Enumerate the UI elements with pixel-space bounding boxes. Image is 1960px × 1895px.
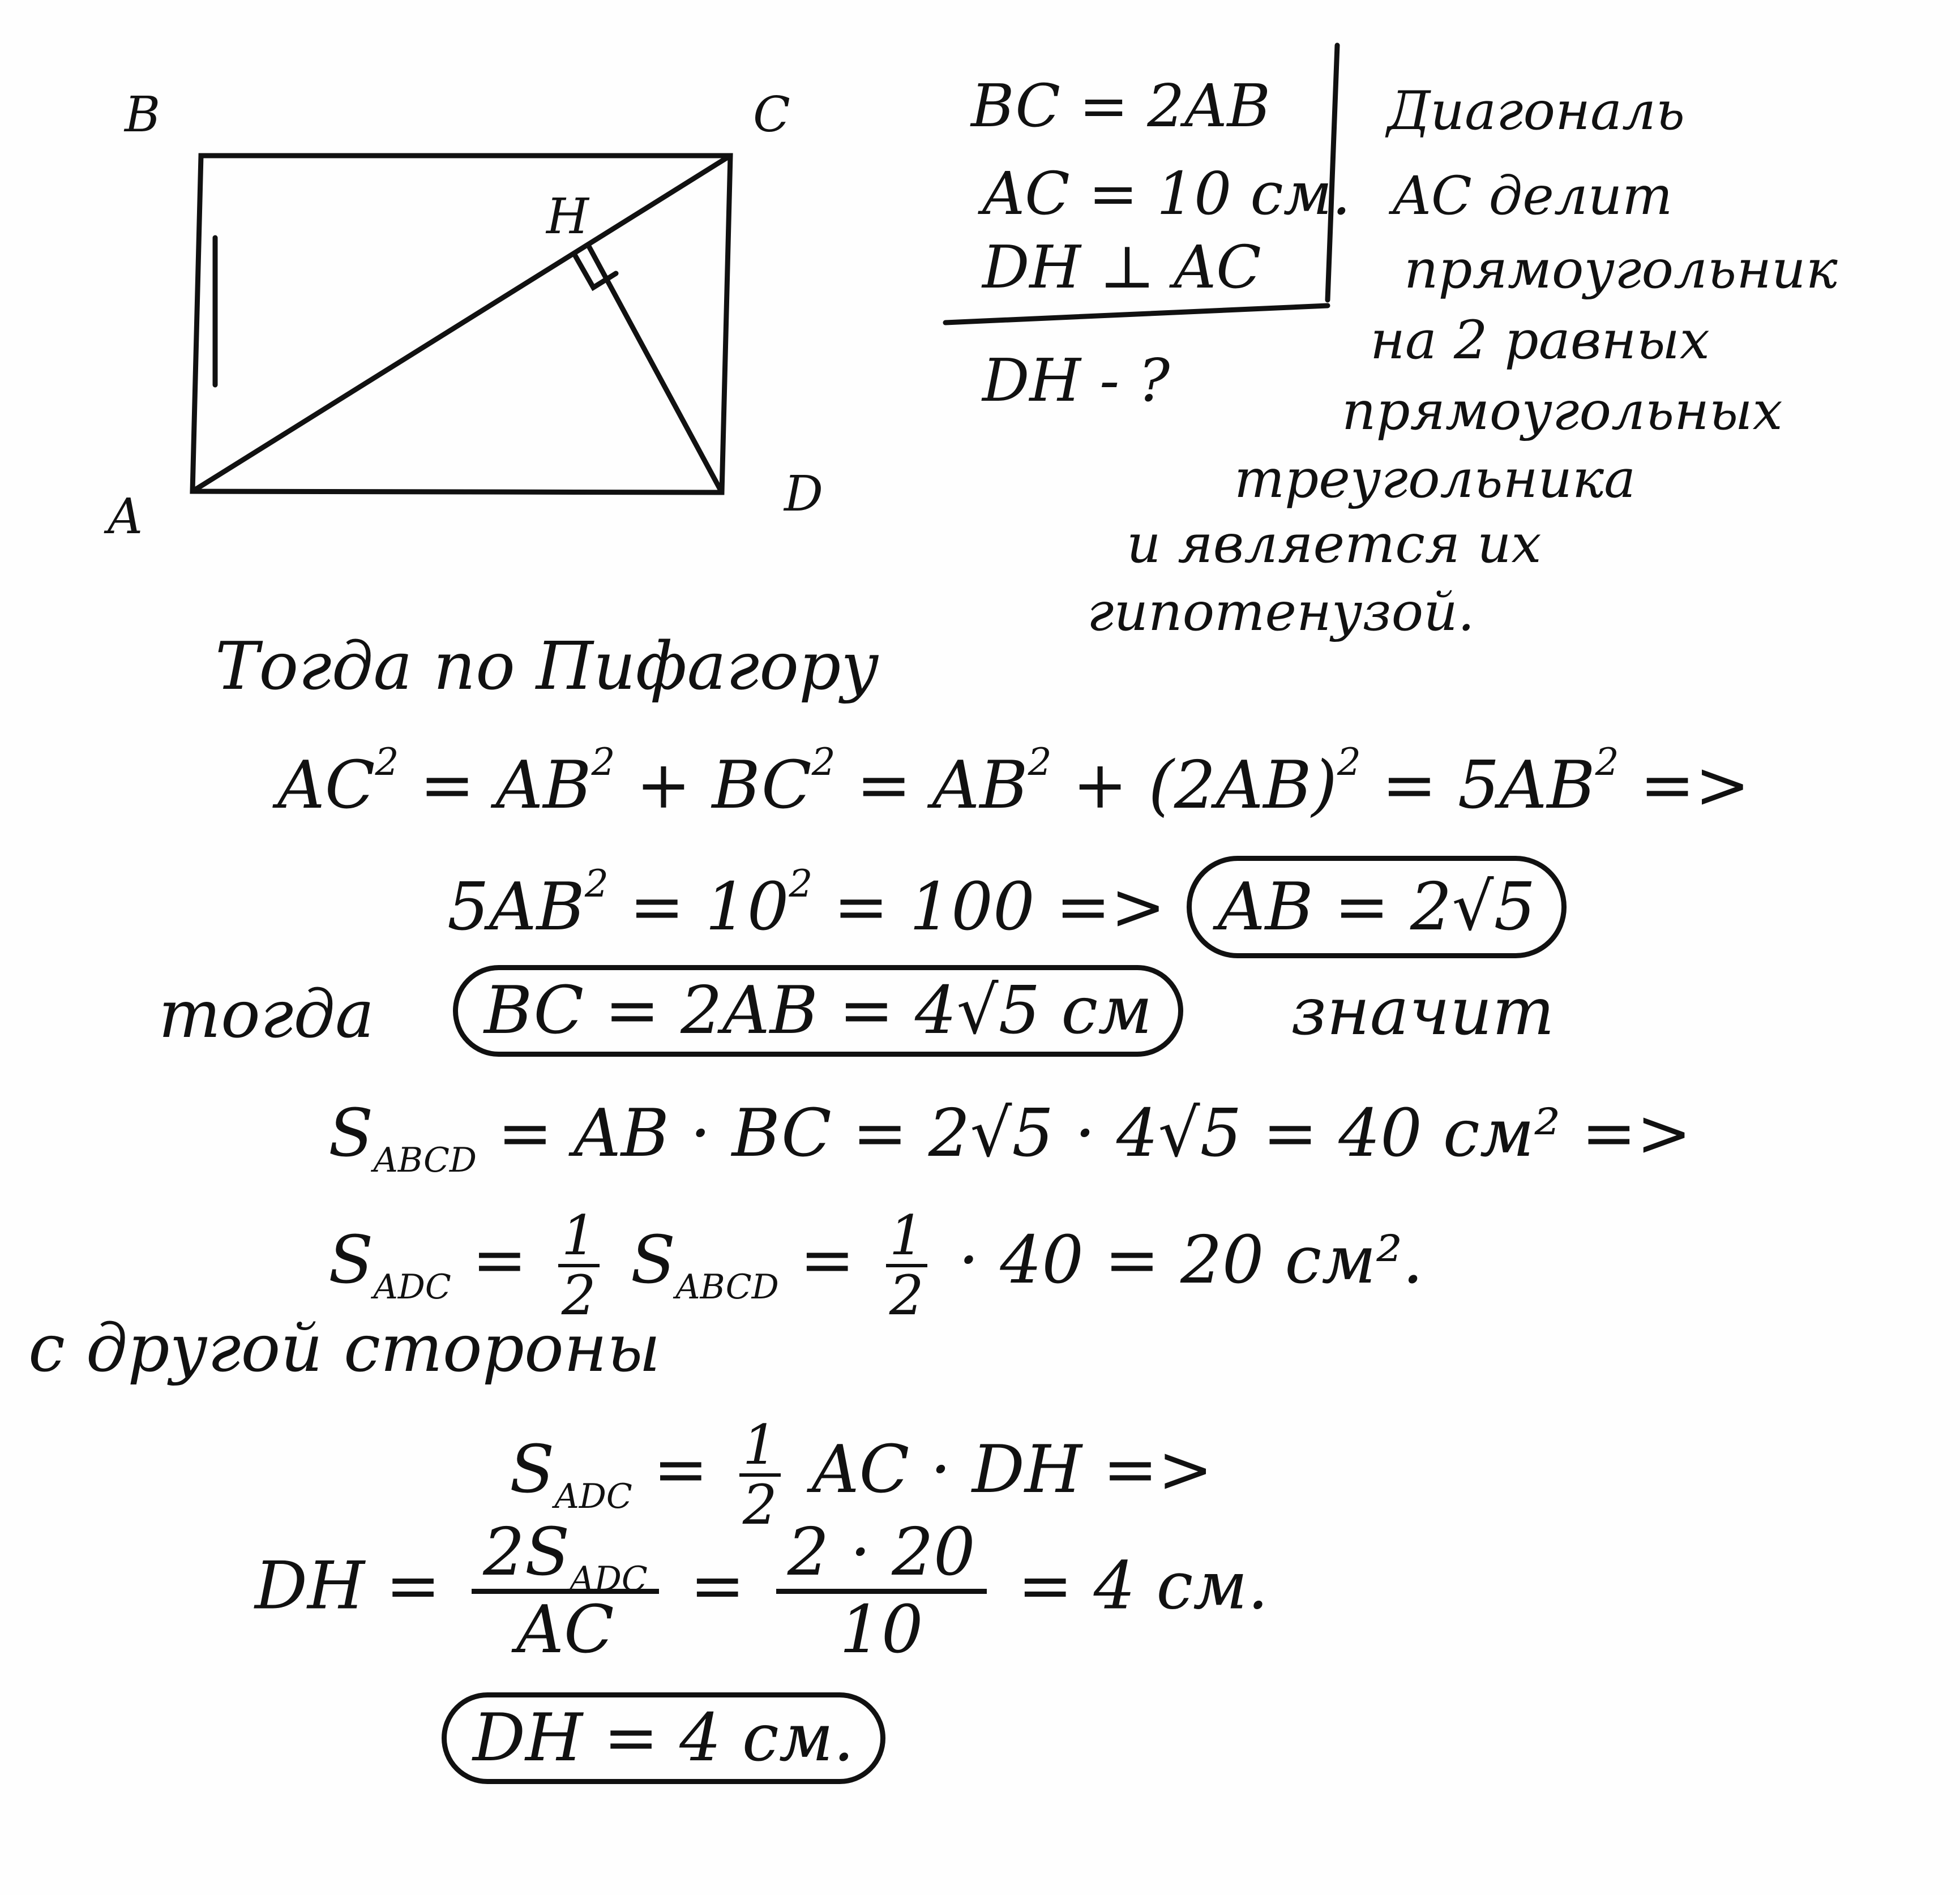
eq-term: = 5AB	[1381, 747, 1595, 824]
eq-exponent: 2	[1028, 740, 1052, 784]
area-subscript: ADC	[570, 1559, 648, 1599]
eq-exponent: 2	[375, 740, 399, 784]
dh-result: = 4 см.	[1017, 1547, 1269, 1624]
eq-term: = AB	[420, 747, 592, 824]
eq-term: + (2AB)	[1072, 747, 1337, 824]
eq-term: AC	[277, 747, 375, 824]
area-symbol: S	[630, 1222, 676, 1299]
fraction-one-half	[886, 1204, 927, 1327]
area-abcd	[328, 1095, 1692, 1180]
area-expression: = AB · BC = 2√5 · 4√5 = 40 см² =>	[497, 1095, 1692, 1172]
label-h: H	[546, 188, 589, 245]
fraction-numerator: 1	[558, 1208, 600, 1267]
given-underline	[945, 306, 1328, 323]
area-subscript: ABCD	[675, 1267, 779, 1307]
area-symbol: S	[510, 1431, 555, 1508]
then-word: тогда	[159, 976, 375, 1053]
boxed-ab-result: AB = 2√5	[1187, 856, 1567, 958]
note-line: прямоугольных	[1342, 380, 1783, 442]
eq-exponent: 2	[811, 740, 836, 784]
eq-exponent: 2	[1337, 740, 1361, 784]
dh-formula	[255, 1514, 1269, 1668]
area-subscript: ADC	[373, 1267, 451, 1307]
eq-term: 5AB	[447, 869, 585, 945]
label-d: D	[784, 466, 823, 522]
fraction-40-over-10	[776, 1514, 987, 1668]
perpendicular-dh	[589, 246, 722, 492]
eq-term: + BC	[636, 747, 812, 824]
equation-pythagoras	[277, 740, 1750, 824]
note-line: треугольника	[1234, 448, 1636, 510]
given-find: DH - ?	[982, 346, 1170, 415]
eq-sign: =	[799, 1222, 855, 1299]
eq-exponent: 2	[1595, 740, 1619, 784]
diagonal-ac	[192, 156, 730, 491]
eq-sign: =	[690, 1547, 745, 1624]
eq-exponent: 2	[584, 862, 609, 906]
fraction-numerator: 1	[886, 1208, 927, 1267]
eq-term: = AB	[856, 747, 1028, 824]
label-a: A	[108, 488, 143, 545]
area-adc-half	[328, 1204, 1423, 1327]
label-b: B	[125, 87, 161, 143]
label-c: C	[753, 87, 790, 143]
fraction-numerator: 2 · 20	[776, 1520, 987, 1594]
given-line-1: BC = 2AB	[971, 71, 1270, 140]
pythagoras-intro: Тогда по Пифагору	[215, 628, 879, 705]
eq-sign: =	[472, 1222, 527, 1299]
numerator-text: 2S	[483, 1514, 570, 1590]
area-expression: AC · DH =>	[811, 1431, 1213, 1508]
boxed-final-answer: DH = 4 см.	[442, 1692, 885, 1784]
area-subscript: ADC	[554, 1477, 632, 1517]
note-line: AC делит	[1393, 165, 1673, 227]
eq-sign: =	[653, 1431, 708, 1508]
eq-term: = 100 =>	[833, 869, 1166, 945]
note-line: прямоугольник	[1404, 239, 1838, 301]
given-line-3: DH ⊥ AC	[982, 233, 1261, 302]
fraction-2s-over-ac	[472, 1514, 659, 1668]
fraction-one-half	[739, 1413, 781, 1537]
note-line: Диагональ	[1387, 80, 1685, 142]
eq-term: = 10	[629, 869, 789, 945]
note-line: и является их	[1127, 513, 1542, 575]
boxed-bc-result: BC = 2AB = 4√5 см	[453, 965, 1183, 1057]
other-side-text: с другой стороны	[28, 1310, 661, 1387]
area-symbol: S	[328, 1095, 374, 1172]
area-symbol: S	[328, 1222, 374, 1299]
fraction-numerator	[472, 1514, 659, 1599]
fraction-numerator: 1	[739, 1418, 781, 1477]
fraction-one-half	[558, 1204, 600, 1327]
given-line-2: AC = 10 см.	[982, 159, 1351, 228]
eq-implies: =>	[1640, 747, 1750, 824]
note-line: гипотенузой.	[1087, 581, 1475, 643]
note-line: на 2 равных	[1370, 310, 1710, 371]
eq-exponent: 2	[591, 740, 615, 784]
fraction-denominator: 2	[742, 1473, 777, 1537]
eq-exponent: 2	[789, 862, 813, 906]
dh-lhs: DH =	[255, 1547, 441, 1624]
area-subscript: ABCD	[373, 1141, 477, 1180]
means-word: значит	[1291, 974, 1555, 1050]
area-expression: · 40 = 20 см².	[958, 1222, 1423, 1299]
fraction-denominator: 10	[839, 1592, 923, 1668]
fraction-denominator: AC	[516, 1592, 614, 1668]
fraction-denominator: 2	[561, 1264, 596, 1327]
fraction-denominator: 2	[889, 1264, 924, 1327]
equation-ab	[447, 862, 1567, 945]
